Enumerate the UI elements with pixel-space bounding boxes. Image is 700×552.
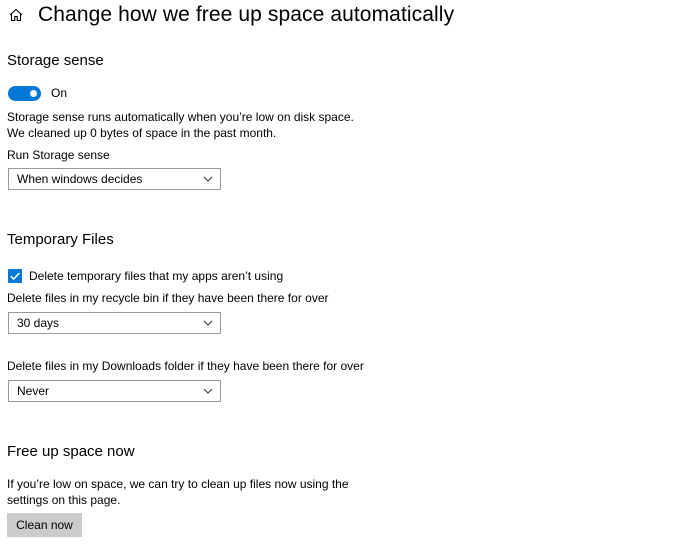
recycle-bin-dropdown[interactable] bbox=[8, 312, 221, 334]
run-storage-sense-dropdown[interactable] bbox=[8, 168, 221, 190]
page-title: Change how we free up space automatically bbox=[38, 3, 455, 26]
temporary-files-heading: Temporary Files bbox=[7, 231, 114, 248]
storage-sense-description-line1: Storage sense runs automatically when you’re low on disk space. bbox=[7, 110, 354, 124]
toggle-knob bbox=[30, 90, 37, 97]
clean-now-button[interactable]: Clean now bbox=[7, 513, 82, 537]
recycle-bin-label: Delete files in my recycle bin if they have been there for over bbox=[7, 291, 329, 305]
chevron-down-icon bbox=[203, 318, 213, 328]
storage-sense-toggle[interactable] bbox=[8, 86, 41, 101]
page-header bbox=[8, 0, 454, 30]
storage-sense-description-line2: We cleaned up 0 bytes of space in the past month. bbox=[7, 126, 277, 140]
free-up-description-line2: settings on this page. bbox=[7, 493, 121, 507]
free-up-space-heading: Free up space now bbox=[7, 443, 135, 460]
delete-temp-files-checkbox[interactable] bbox=[8, 269, 22, 283]
recycle-bin-value: 30 days bbox=[17, 316, 60, 330]
storage-sense-toggle-label: On bbox=[51, 86, 68, 100]
run-storage-sense-value: When windows decides bbox=[17, 172, 143, 186]
home-icon[interactable] bbox=[8, 7, 24, 23]
storage-sense-heading: Storage sense bbox=[7, 52, 104, 69]
run-storage-sense-label: Run Storage sense bbox=[7, 148, 110, 162]
downloads-folder-value: Never bbox=[17, 384, 50, 398]
chevron-down-icon bbox=[203, 386, 213, 396]
chevron-down-icon bbox=[203, 174, 213, 184]
delete-temp-files-label: Delete temporary files that my apps aren’t using bbox=[29, 269, 284, 283]
checkmark-icon bbox=[8, 269, 22, 283]
downloads-folder-dropdown[interactable] bbox=[8, 380, 221, 402]
free-up-description-line1: If you’re low on space, we can try to clean up files now using the bbox=[7, 477, 349, 491]
downloads-folder-label: Delete files in my Downloads folder if they have been there for over bbox=[7, 359, 364, 373]
